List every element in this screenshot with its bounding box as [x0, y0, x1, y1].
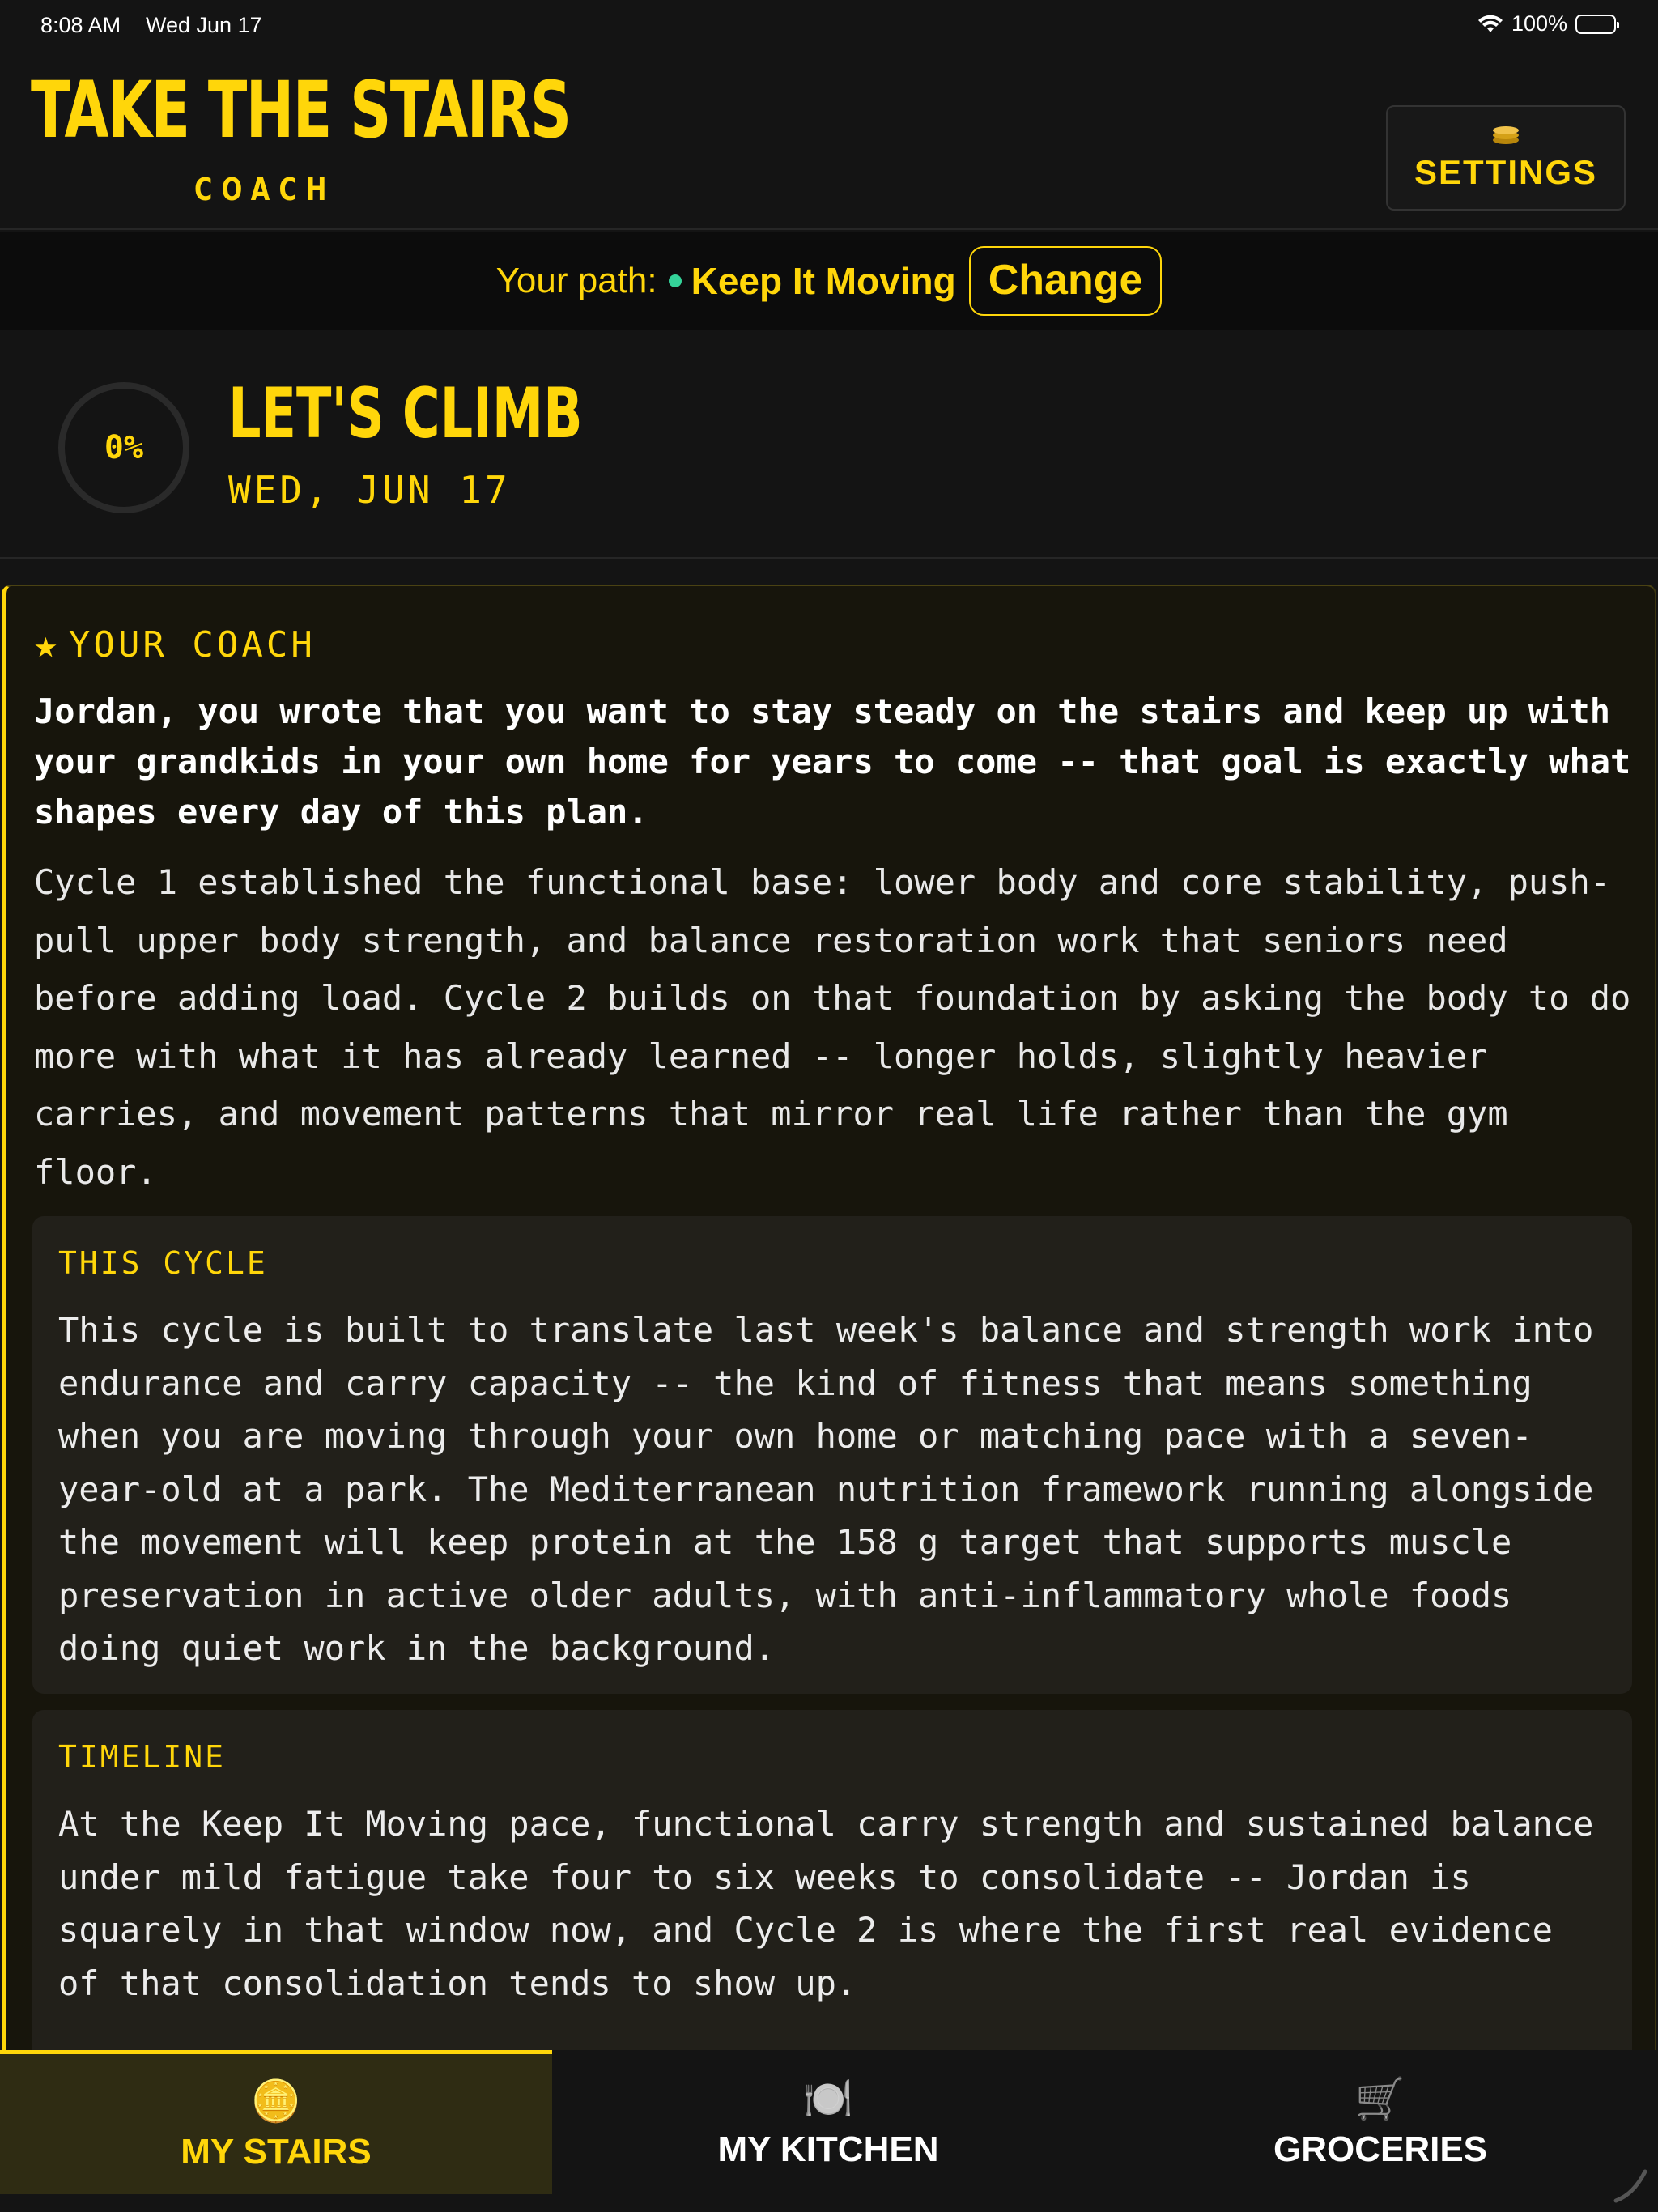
- plate-icon: 🍽️: [802, 2076, 854, 2121]
- coin-stack-icon: 🪙: [250, 2078, 302, 2124]
- panel-text: This cycle is built to translate last week's balance and strength work into endurance and carry capacity -- the kind of fitness that means something when you are moving through your own home or matching pace with a seven-year-old at a park. The Mediterranean nutrition framework running alongside the movement will keep protein at the 158 g target that supports muscle preservation in active older adults, with anti-inflammatory whole foods doing quiet work in the background.: [58, 1310, 1594, 1668]
- cart-icon: 🛒: [1354, 2076, 1406, 2121]
- tab-label: GROCERIES: [1273, 2129, 1488, 2169]
- settings-label: SETTINGS: [1414, 153, 1598, 191]
- coach-card: [2, 585, 1656, 2058]
- tab-label: MY STAIRS: [181, 2131, 372, 2172]
- app-title: TAKE THE STAIRS: [31, 65, 571, 155]
- progress-section: [0, 330, 1658, 559]
- tab-label: MY KITCHEN: [717, 2129, 939, 2169]
- coin-stack-icon: [1491, 124, 1520, 145]
- battery-icon: [1575, 15, 1616, 34]
- wifi-icon: [1477, 15, 1503, 34]
- path-bar: [0, 232, 1658, 330]
- progress-title: LET'S CLIMB: [228, 373, 583, 454]
- progress-ring: [58, 382, 189, 513]
- path-status-dot: [669, 274, 682, 287]
- tab-my-stairs[interactable]: [0, 2050, 552, 2194]
- this-cycle-panel: [32, 1216, 1632, 1694]
- coach-body: Cycle 1 established the functional base: lower body and core stability, push-pull upper body strength, and balance restoration work that seniors need before adding load. Cycle 2 builds on that foundation by asking the body to do more with what it has already learned -- longer holds, slightly heavier carries, and movement patterns that mirror real life rather than the gym floor.: [34, 862, 1631, 1192]
- resize-handle-icon: [1609, 2163, 1650, 2204]
- star-icon: ★: [34, 622, 61, 667]
- status-time: 8:08 AM: [40, 13, 121, 37]
- app-subtitle: COACH: [194, 172, 336, 207]
- panel-title: THIS CYCLE: [58, 1245, 268, 1281]
- change-path-button[interactable]: Change: [969, 246, 1163, 315]
- settings-button[interactable]: [1386, 105, 1626, 211]
- panel-text: At the Keep It Moving pace, functional carry strength and sustained balance under mild fatigue take four to six weeks to consolidate -- Jordan is squarely in that window now, and Cycle 2 is where the first real evidence of that consolidation tends to show up.: [58, 1804, 1594, 2003]
- status-right: [1477, 11, 1616, 36]
- coach-heading: [34, 622, 316, 667]
- tab-my-kitchen[interactable]: [552, 2050, 1104, 2194]
- path-value: Keep It Moving: [691, 260, 956, 302]
- progress-date: WED, JUN 17: [228, 468, 511, 512]
- coach-lead: Jordan, you wrote that you want to stay steady on the stairs and keep up with your grandkids in your own home for years to come -- that goal is exactly what shapes every day of this plan.: [34, 691, 1631, 832]
- panel-title: TIMELINE: [58, 1739, 227, 1775]
- status-date: Wed Jun 17: [146, 13, 262, 37]
- status-bar: [0, 0, 1658, 52]
- timeline-panel: [32, 1710, 1632, 2058]
- tab-groceries[interactable]: [1104, 2050, 1656, 2194]
- progress-percent: 0%: [104, 429, 144, 466]
- path-label: Your path:: [495, 261, 657, 300]
- app-header: [0, 52, 1658, 230]
- tab-bar: [0, 2050, 1658, 2212]
- coach-heading-label: YOUR COACH: [68, 623, 316, 666]
- battery-percent: 100%: [1511, 11, 1567, 36]
